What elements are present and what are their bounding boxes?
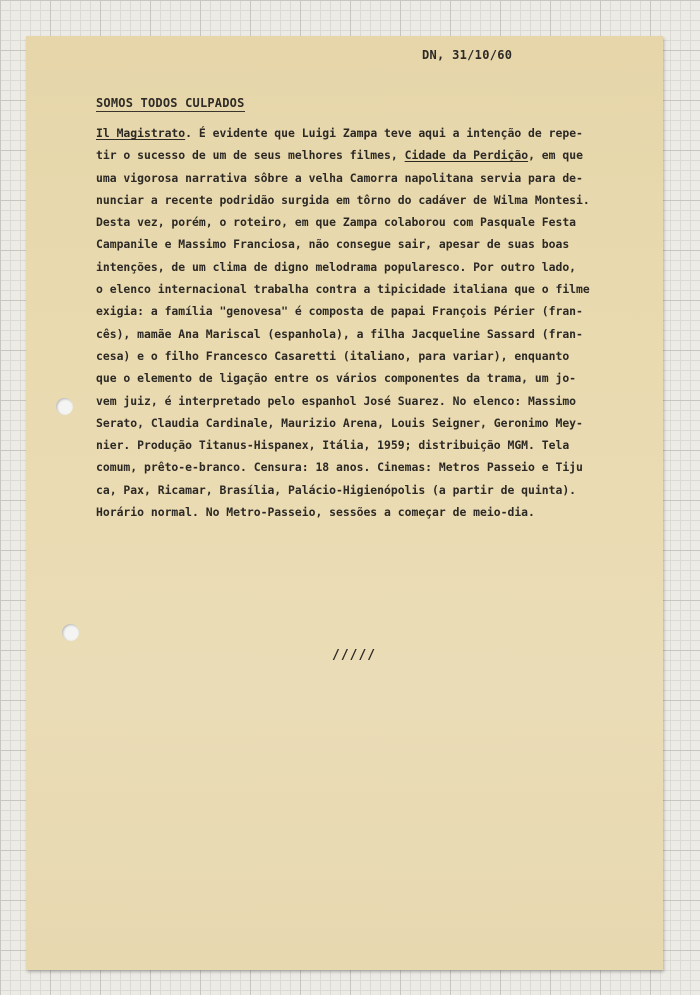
- text-segment: Desta vez, porém, o roteiro, em que Zampa colaborou com Pasquale Festa: [96, 215, 577, 230]
- text-segment: Campanile e Massimo Franciosa, não consegue sair, apesar de suas boas: [96, 237, 570, 252]
- text-line: [96, 456, 641, 478]
- text-segment: Serato, Claudia Cardinale, Maurizio Arena, Louis Seigner, Geronimo Mey-: [96, 415, 583, 430]
- text-segment: Horário normal. No Metro-Passeio, sessões a começar de meio-dia.: [96, 505, 535, 520]
- header-reference: DN, 31/10/60: [422, 48, 513, 62]
- text-segment: que o elemento de ligação entre os vários componentes da trama, um jo-: [96, 371, 577, 386]
- text-segment: cesa) e o filho Francesco Casaretti (italiano, para variar), enquanto: [96, 348, 570, 363]
- text-line: [96, 233, 641, 255]
- text-segment: intenções, de um clima de digno melodrama popularesco. Por outro lado,: [96, 259, 577, 274]
- text-line: [96, 434, 641, 456]
- text-line: [96, 189, 641, 211]
- text-segment: cês), mamãe Ana Mariscal (espanhola), a filha Jacqueline Sassard (fran-: [96, 326, 583, 341]
- text-segment: exigia: a família "genovesa" é composta de papai François Périer (fran-: [96, 304, 583, 319]
- text-segment: tir o sucesso de um de seus melhores filmes,: [96, 148, 405, 163]
- text-line: [96, 300, 641, 322]
- text-line: [96, 144, 641, 166]
- underlined-title: Il Magistrato: [96, 126, 186, 140]
- text-line: [96, 345, 641, 367]
- text-segment: uma vigorosa narrativa sôbre a velha Camorra napolitana servia para de-: [96, 170, 583, 185]
- typewritten-page: [26, 36, 663, 970]
- punch-hole-bottom: [62, 624, 79, 641]
- text-line: [96, 122, 641, 144]
- punch-hole-top: [56, 398, 73, 415]
- text-line: [96, 412, 641, 434]
- text-line: [96, 278, 641, 300]
- text-segment: vem juiz, é interpretado pelo espanhol José Suarez. No elenco: Massimo: [96, 393, 577, 408]
- text-line: [96, 256, 641, 278]
- text-segment: comum, prêto-e-branco. Censura: 18 anos. Cinemas: Metros Passeio e Tiju: [96, 460, 583, 475]
- text-line: [96, 501, 641, 523]
- text-segment: ca, Pax, Ricamar, Brasília, Palácio-Higienópolis (a partir de quinta).: [96, 482, 577, 497]
- text-segment: , em que: [528, 148, 583, 163]
- text-line: [96, 167, 641, 189]
- text-segment: nier. Produção Titanus-Hispanex, Itália, 1959; distribuição MGM. Tela: [96, 438, 570, 453]
- text-line: [96, 323, 641, 345]
- document-title: SOMOS TODOS CULPADOS: [96, 96, 245, 110]
- text-line: [96, 367, 641, 389]
- text-segment: o elenco internacional trabalha contra a tipicidade italiana que o filme: [96, 282, 590, 297]
- text-line: [96, 211, 641, 233]
- text-line: [96, 479, 641, 501]
- text-segment: . É evidente que Luigi Zampa teve aqui a intenção de repe-: [185, 126, 583, 140]
- end-mark: /////: [332, 648, 377, 663]
- review-body: [96, 122, 641, 523]
- text-segment: nunciar a recente podridão surgida em tôrno do cadáver de Wilma Montesi.: [96, 192, 590, 207]
- text-line: [96, 390, 641, 412]
- underlined-title: Cidade da Perdição: [404, 148, 529, 163]
